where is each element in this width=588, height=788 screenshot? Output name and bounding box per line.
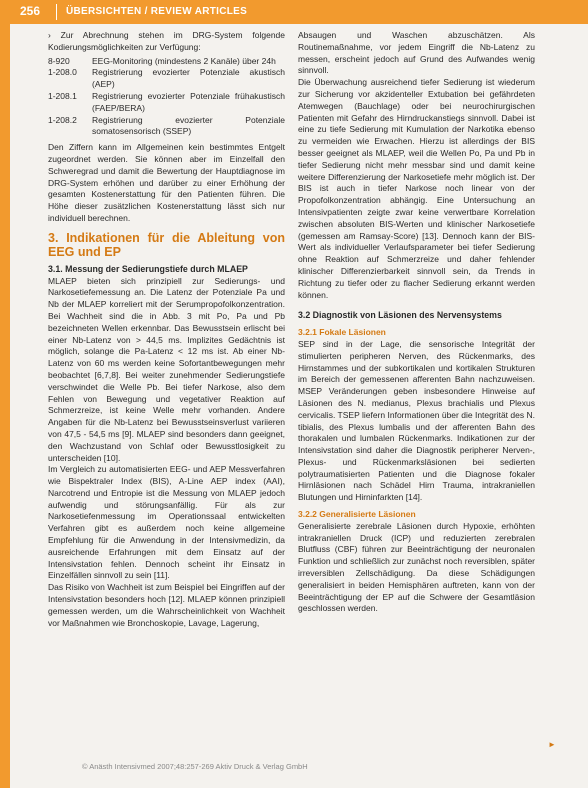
- header-separator: [56, 4, 57, 20]
- section-title: ÜBERSICHTEN / REVIEW ARTICLES: [66, 6, 248, 17]
- code-cell: 1-208.0: [48, 67, 77, 78]
- paragraph: Den Ziffern kann im Allgemeinen kein bestimmtes Entgelt zugeordnet werden. Sie können aber im Einzelfall den Schweregrad und damit die Bewertung der Hauptdiagnose im DRG-System erhöhen und darüber zu einer Erhöhung der gesamten Kostenerstattung für den Patienten führen. Die Höhe dieser zusätzlichen Kostenerstattung lässt sich nur individuell berechnen.: [48, 142, 285, 223]
- table-row: [48, 67, 285, 91]
- code-description: Registrierung evozierter Potenziale somatosensorisch (SSEP): [92, 114, 285, 137]
- subsection-heading: 3.1. Messung der Sedierungstiefe durch MLAEP: [48, 263, 248, 274]
- right-column: [298, 30, 535, 615]
- code-description: Registrierung evozierter Potenziale akustisch (AEP): [92, 67, 285, 90]
- code-table: [48, 56, 285, 139]
- code-cell: 8-920: [48, 55, 70, 66]
- footer: © Anästh Intensivmed 2007;48:257-269 Aktiv Druck & Verlag GmbH: [82, 762, 308, 771]
- code-description: EEG-Monitoring (mindestens 2 Kanäle) über 24h: [92, 55, 276, 66]
- codes-intro: › Zur Abrechnung stehen im DRG-System folgende Kodierungsmöglichkeiten zur Verfügung:: [48, 30, 286, 52]
- table-row: [48, 115, 285, 139]
- section-heading: 3. Indikationen für die Ableitung von EEG und EP: [48, 230, 285, 259]
- paragraph: SEP sind in der Lage, die sensorische Integrität der stimulierten peripheren Nerven, des Rückenmarks, des Hirnstammes und der subkortikalen und kortikalen Strukturen im Bereich der gemessenen afferenten Bahn nachzuweisen. MSEP Veränderungen geben insbesondere Hinweise auf Läsionen des N. medianus, Plexus brachialis und Plexus cervicalis. TSEP liefern Informationen über die Integrität des N. tibialis, des Plexus lumbalis und der afferenten Bahn des thorakalen und lumbalen Rückenmarks. Indikationen zur der Intensivstation sind daher die Diagnostik peripherer Nerven-, Plexus- und Rückenmarksläsionen bei sedierten polytraumatisierten Patienten und die Diagnose fokaler Hirnläsionen nach Schädel Hirn Trauma, intrakraniellen Blutungen und Hirninfarkten [14].: [298, 338, 535, 503]
- table-row: [48, 91, 285, 115]
- page-number: 256: [20, 4, 41, 18]
- code-cell: 1-208.1: [48, 90, 77, 101]
- left-column: [48, 30, 285, 629]
- paragraph: Generalisierte zerebrale Läsionen durch Hypoxie, erhöhten intrakraniellen Druck (ICP) und reduzierten zerebralen Blutfluss (CBF) führen zur Beeinträchtigung der neuronalen Funktion und schließlich zur zunächst noch reversiblen, später irreversiblen Zellschädigung. Da diese Schädigungen generalisiert in beiden Hemisphären auftreten, kann von der Beeinträchtigung der EP auf die Schwere der Gesamtläsion geschlossen werden.: [298, 520, 535, 614]
- paragraph: Absaugen und Waschen abzuschätzen. Als Routinemaßnahme, vor jedem Eingriff die Nb-Latenz zu messen, erscheint jedoch auf Grund des Aufwandes wenig sinnvoll.: [298, 30, 535, 76]
- code-description: Registrierung evozierter Potenziale frühakustisch (FAEP/BERA): [92, 90, 285, 113]
- paragraph: Das Risiko von Wachheit ist zum Beispiel bei Eingriffen auf der Intensivstation besonders hoch [12]. MLAEP können prinzipiell gemessen werden, um die Wahrscheinlichkeit von Wachheit vor Maßnahmen wie Bronchoskopie, Lavage, Lagerung,: [48, 582, 285, 628]
- subsubsection-heading: 3.2.2 Generalisierte Läsionen: [298, 509, 416, 520]
- paragraph: MLAEP bieten sich prinzipiell zur Sedierungs- und Narkosetiefemessung an. Die Latenz der Potenziale Pa und Nb der MLAEP korreliert mit der Serumpropofolkonzentration. Bei Wachheit sind die in Abb. 3 mit Po, Pa und Pb bezeichneten Wellen erkennbar. Das Bewusstsein erlischt bei einer Nb-Latenz von > 44,5 ms. Implizites Gedächtnis ist möglich, solange die Pa-Latenz < 12 ms ist. Ab einer Nb-Latenz von 60 ms werden keine Sofortantbewegungen mehr beobachtet [6,7,8]. Bei weiter zunehmender Sedierungstiefe verschwindet die Welle Pb. Bei tiefer Narkose, also dem Fehlen von Bewegung und vegetativer Reaktion auf Schmerzreize, ist keine Welle mehr vorhanden. Andere Angaben für die Nb-Latenz bei Bewusstseinsverlust variieren von 47,5 - 54,5 ms [9]. MLAEP sind besonders dann geeignet, den Wachzustand von Schlaf oder Bewusstlosigkeit zu unterscheiden [10].: [48, 275, 285, 463]
- paragraph: Im Vergleich zu automatisierten EEG- und AEP Messverfahren wie Bispektraler Index (BIS), A-Line AEP index (AAI), Narcotrend und Entropie ist die Messung von MLAEP jedoch aufwendig und störungsanfällig. Für als zur Narkosetiefenmessung im Operationssaal entwickelten Verfahren gibt es außerdem noch keine allgemeine Empfehlung für die Anwendung in der Intensivmedizin, da ausreichende Erfahrungen mit dem Einsatz auf der Intensivstation fehlen. Dennoch scheint ihr Einsatz in Einzelfällen sinnvoll zu sein [11].: [48, 464, 285, 581]
- table-row: [48, 56, 285, 68]
- subsubsection-heading: 3.2.1 Fokale Läsionen: [298, 327, 386, 338]
- page-header: [0, 0, 588, 24]
- subsection-heading: 3.2 Diagnostik von Läsionen des Nervensystems: [298, 310, 502, 321]
- code-cell: 1-208.2: [48, 114, 77, 125]
- left-margin-bar: [0, 24, 10, 788]
- continue-arrow-icon: ►: [548, 740, 556, 749]
- paragraph: Die Überwachung ausreichend tiefer Sedierung ist wiederum zur Sicherung vor akzidenteller Extubation bei gefährdeten Atemwegen (Bauchlage) oder bei neurochirurgischen Patienten mit Gefahr des Hirndruckanstiegs sinnvoll. Dabei ist eine zu tiefe Sedierung mit Kumulation der Narkotika ebenso zu vermeiden wie Erwachen. Hierzu ist allerdings der BIS besser geeignet als MLAEP, weil die Wellen Po, Pa und Pb in tiefer Sedierung nicht mehr messbar sind und damit keine weitere Differenzierung der Narkosetiefe mehr möglich ist. Der BIS ist auch in tiefer Narkose noch linear von der Propofolkonzentration abhängig. Eine Untersuchung an Intensivpatienten zeigte zwar keine verwertbare Korrelation zwischen absoluten BIS-Werten und klinischer Narkosetiefe (gemessen am Ramsay-Score) [13]. Dennoch kann der BIS-Wert als individueller Verlaufsparameter bei tiefer Sedierung ohne Reaktion auf Schmerzreize und daher fehlender klinischer Differenzierbarkeit sinnvoll sein, da Trends in Richtung zu tiefer oder zu flacher Sedierung erkannt werden können.: [298, 77, 535, 300]
